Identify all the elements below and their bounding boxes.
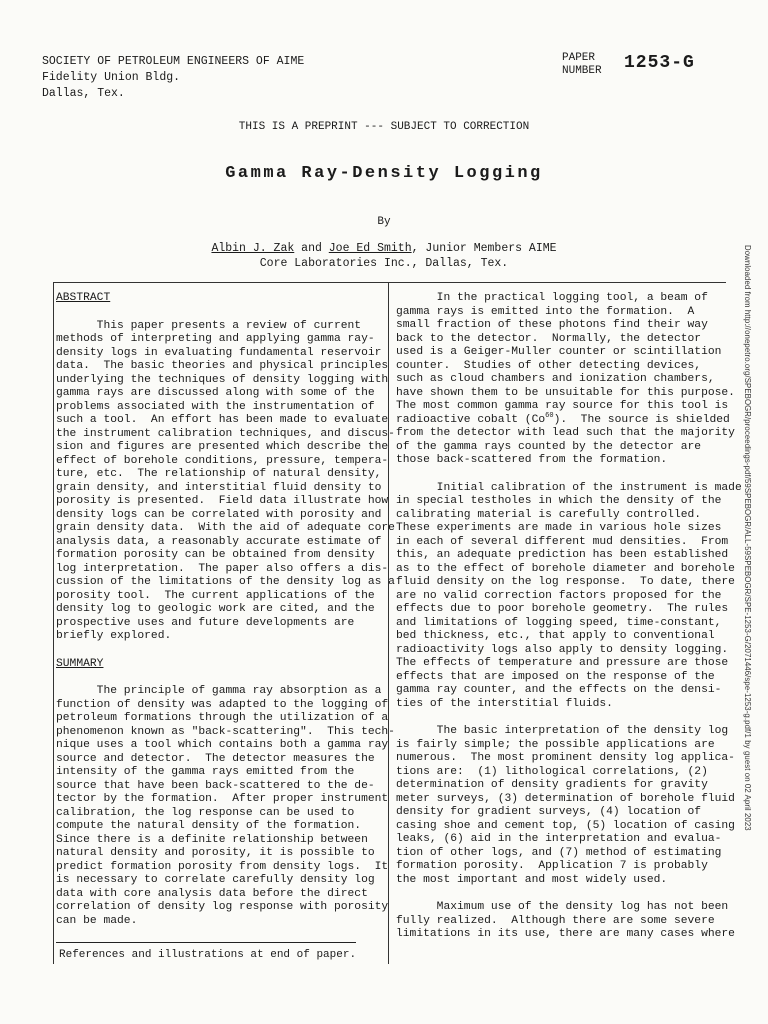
calibration-line: in each of several different mud densities. From [396,535,729,548]
abstract-line: porosity is presented. Field data illustrate how [56,495,389,507]
abstract-line: the instrument calibration techniques, and discus- [56,427,395,440]
society-name: SOCIETY OF PETROLEUM ENGINEERS OF AIME [42,55,305,68]
intro-line: small fraction of these photons find their way [396,319,708,331]
intro-line: gamma rays is emitted into the formation. A [396,305,695,318]
summary-line: nique uses a tool which contains both a gamma ray [56,739,389,751]
intro-paragraph-end [396,427,735,468]
intro-line: back to the detector. Normally, the detector [396,332,702,345]
abstract-line: prospective uses and future developments are [56,616,355,629]
abstract-line: methods of interpreting and applying gamma ray- [56,333,375,345]
author-1: Albin J. Zak [211,242,295,255]
abstract-line: effect of borehole conditions, pressure, tempera- [56,454,389,467]
paper-number: 1253-G [624,53,695,73]
maximum-use-line: Maximum use of the density log has not been [396,901,729,913]
column-divider [388,282,389,964]
number-label: NUMBER [562,65,602,77]
interpretation-line: density for gradient surveys, (4) location of [396,806,702,818]
abstract-line: grain density, and interstitial fluid density to [56,481,382,494]
interpretation-line: tion of other logs, and (7) method of estimating [396,846,722,859]
calibration-line: The effects of temperature and pressure are those [396,657,729,669]
interpretation-line: leaks, (6) aid in the interpretation and evalua- [396,833,722,845]
cobalt-isotope: 60 [545,411,554,420]
intro-line: those back-scattered from the formation. [396,454,668,466]
download-watermark: Downloaded from http://onepetro.org/SPEBOGR/proceedings-pdf/59SPEBOGR/ALL-59SPEBOGR/SPE-1253-G/2071446/spe-1253-g.pdf/1 by guest on 02 April 2023 [743,245,752,831]
intro-line: In the practical logging tool, a beam of [396,292,708,304]
interpretation-line: The basic interpretation of the density log [396,725,729,737]
abstract-line: density logs can be correlated with porosity and [56,508,382,521]
byline: By [377,216,391,228]
summary-heading: SUMMARY [56,657,104,670]
intro-line: counter. Studies of other detecting devices, [396,359,702,372]
summary-line: can be made. [56,914,138,927]
interpretation-line: casing shoe and cement top, (5) location of casing [396,819,735,832]
summary-line: is necessary to correlate carefully density log [56,874,375,886]
abstract-line: density logs in evaluating fundamental reservoir [56,346,382,359]
intro-line: have shown them to be unsuitable for this purpose. [396,386,735,399]
intro-paragraph [396,292,735,414]
calibration-line: ties of the interstitial fluids. [396,697,613,710]
calibration-line: bed thickness, etc., that apply to conventional [396,630,715,642]
summary-line: tector by the formation. After proper instrument [56,793,389,805]
abstract-line: density log to geologic work are cited, and the [56,603,375,615]
abstract-line: underlying the techniques of density logging with [56,373,389,386]
summary-body [56,685,395,928]
calibration-line: effects that are imposed on the response of the [396,670,715,683]
interpretation-line: formation porosity. Application 7 is probably [396,860,708,872]
maximum-use-line: limitations in its use, there are many cases where [396,928,735,940]
interpretation-line: the most important and most widely used. [396,873,668,886]
calibration-line: Initial calibration of the instrument is made [396,481,742,494]
calibration-line: gamma ray counter, and the effects on the densi- [396,684,722,696]
summary-line: compute the natural density of the formation. [56,820,362,832]
calibration-paragraph [396,481,742,712]
interpretation-line: determination of density gradients for gravity [396,779,708,791]
cobalt-text-end: ). The source is shielded [553,413,730,426]
calibration-line: are no valid correction factors proposed for the [396,589,722,602]
summary-line: correlation of density log response with porosity [56,901,389,913]
authors-block [0,241,768,271]
society-header [42,54,304,102]
abstract-line: grain density data. With the aid of adequate core [56,522,395,534]
summary-line: source that have been back-scattered to the de- [56,779,375,792]
intro-line: such as cloud chambers and ionization chambers, [396,373,715,385]
interpretation-line: tions are: (1) lithological correlations, (2) [396,765,708,778]
cobalt-text: radioactive cobalt (Co [396,413,546,426]
abstract-line: sion and figures are presented which describe the [56,441,389,453]
summary-line: phenomenon known as "back-scattering". This tech- [56,725,395,738]
summary-line: calibration, the log response can be used to [56,806,355,819]
abstract-line: cussion of the limitations of the density log as a [56,576,395,588]
intro-line: from the detector with lead such that the majority [396,427,735,439]
left-column [56,292,395,928]
interpretation-paragraph [396,725,735,887]
footnote-rule [56,942,356,943]
abstract-body [56,319,395,644]
interpretation-line: meter surveys, (3) determination of borehole fluid [396,792,735,805]
abstract-heading: ABSTRACT [56,292,111,304]
right-column [396,292,742,942]
summary-line: The principle of gamma ray absorption as a [56,685,382,697]
abstract-line: gamma rays are discussed along with some of the [56,387,375,399]
abstract-line: briefly explored. [56,630,172,642]
abstract-line: such a tool. An effort has been made to evaluate [56,414,389,426]
authors-line [0,241,768,256]
calibration-line: and limitations of logging speed, time-constant, [396,616,722,629]
abstract-line: formation porosity can be obtained from density [56,549,375,561]
summary-line: source and detector. The detector measures the [56,752,375,765]
abstract-line: log interpretation. The paper also offers a dis- [56,562,389,575]
paper-title: Gamma Ray-Density Logging [225,164,543,183]
authors-and: and [294,242,329,255]
column-top-rule [53,282,726,283]
abstract-line: porosity tool. The current applications of the [56,589,375,602]
interpretation-line: numerous. The most prominent density log applica- [396,752,735,764]
author-2: Joe Ed Smith [328,242,412,255]
affiliation: Core Laboratories Inc., Dallas, Tex. [259,257,509,270]
summary-line: intensity of the gamma rays emitted from the [56,766,355,778]
abstract-line: problems associated with the instrumentation of [56,400,375,413]
summary-line: natural density and porosity, it is possible to [56,847,375,859]
footnote: References and illustrations at end of paper. [59,949,357,961]
paper-number-block [562,52,695,78]
calibration-line: effects due to poor borehole geometry. The rules [396,603,729,615]
intro-line: of the gamma rays counted by the detector are [396,440,702,453]
calibration-line: this, an adequate prediction has been established [396,549,729,561]
abstract-line: This paper presents a review of current [56,319,362,332]
maximum-use-paragraph [396,901,735,942]
calibration-line: radioactivity logs also apply to density logging. [396,643,729,656]
calibration-line: fluid density on the log response. To date, there [396,576,735,588]
summary-line: data with core analysis data before the direct [56,887,368,900]
summary-line: function of density was adapted to the logging of [56,698,389,711]
calibration-line: as to the effect of borehole diameter and borehole [396,562,735,575]
interpretation-line: is fairly simple; the possible applications are [396,738,715,751]
preprint-notice: THIS IS A PREPRINT --- SUBJECT TO CORRECTION [238,121,530,133]
summary-line: predict formation porosity from density logs. It [56,860,389,873]
calibration-line: These experiments are made in various hole sizes [396,522,722,534]
paper-label: PAPER [562,52,596,64]
society-address: Fidelity Union Bldg. [42,71,181,84]
column-left-rule [53,282,54,964]
calibration-line: calibrating material is carefully controlled. [396,508,702,521]
society-city: Dallas, Tex. [42,87,125,100]
summary-line: Since there is a definite relationship between [56,833,368,846]
calibration-line: in special testholes in which the density of the [396,495,722,507]
abstract-line: data. The basic theories and physical principles [56,360,389,372]
maximum-use-line: fully realized. Although there are some severe [396,914,715,927]
abstract-line: ture, etc. The relationship of natural density, [56,468,382,480]
authors-role: , Junior Members AIME [411,242,557,255]
abstract-line: analysis data, a reasonably accurate estimate of [56,535,382,548]
intro-line: used is a Geiger-Muller counter or scintillation [396,346,722,358]
intro-line: The most common gamma ray source for this tool is [396,400,729,412]
summary-line: petroleum formations through the utilization of a [56,712,389,724]
cobalt-line [396,411,730,428]
